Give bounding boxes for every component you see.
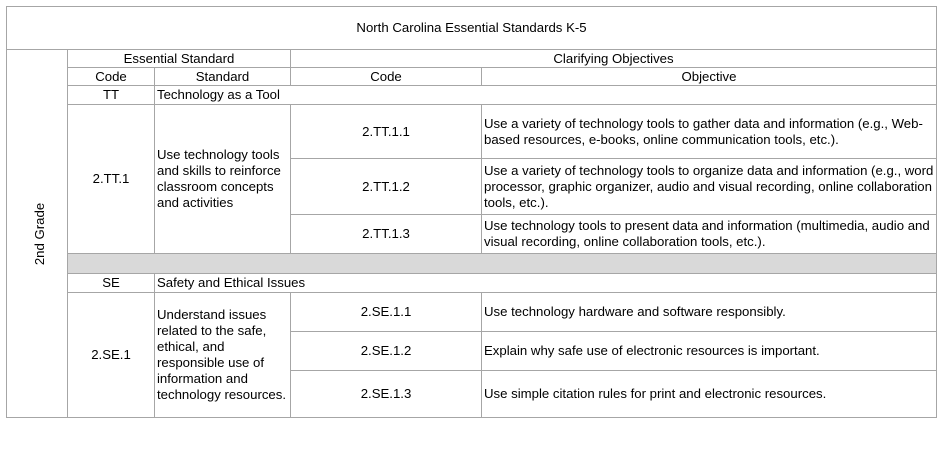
section-name-tt: Technology as a Tool xyxy=(155,86,937,105)
objective-text: Use a variety of technology tools to organize data and information (e.g., word processor, graphic organizer, audio and visual recording, online collaboration tools, etc.). xyxy=(482,159,937,215)
objective-text: Use simple citation rules for print and electronic resources. xyxy=(482,371,937,418)
objective-text: Use technology hardware and software responsibly. xyxy=(482,293,937,332)
section-separator xyxy=(68,254,937,274)
objective-text: Use technology tools to present data and information (multimedia, audio and visual recording, online collaboration tools, etc.). xyxy=(482,215,937,254)
grade-label: 2nd Grade xyxy=(32,202,48,265)
objective-code: 2.TT.1.1 xyxy=(291,105,482,159)
section-code-tt: TT xyxy=(68,86,155,105)
objective-code: 2.SE.1.3 xyxy=(291,371,482,418)
objective-code: 2.SE.1.1 xyxy=(291,293,482,332)
table-row xyxy=(7,293,937,332)
standards-document xyxy=(6,6,936,418)
standard-header: Standard xyxy=(155,68,291,86)
essential-standard-header: Essential Standard xyxy=(68,50,291,68)
objective-header: Objective xyxy=(482,68,937,86)
standard-text-se: Understand issues related to the safe, ethical, and responsible use of information and technology resources. xyxy=(155,293,291,418)
grade-label-cell xyxy=(7,50,68,418)
standard-code-se: 2.SE.1 xyxy=(68,293,155,418)
section-name-se: Safety and Ethical Issues xyxy=(155,274,937,293)
objective-text: Use a variety of technology tools to gather data and information (e.g., Web-based resources, e-books, online communication tools, etc.). xyxy=(482,105,937,159)
objective-code: 2.SE.1.2 xyxy=(291,332,482,371)
standard-text-tt: Use technology tools and skills to reinforce classroom concepts and activities xyxy=(155,105,291,254)
section-code-se: SE xyxy=(68,274,155,293)
table-row xyxy=(7,105,937,159)
objective-text: Explain why safe use of electronic resources is important. xyxy=(482,332,937,371)
objective-code: 2.TT.1.3 xyxy=(291,215,482,254)
standard-code-tt: 2.TT.1 xyxy=(68,105,155,254)
page-title: North Carolina Essential Standards K-5 xyxy=(7,7,937,50)
objective-code-header: Code xyxy=(291,68,482,86)
clarifying-objectives-header: Clarifying Objectives xyxy=(291,50,937,68)
standards-table xyxy=(6,6,937,418)
code-header: Code xyxy=(68,68,155,86)
objective-code: 2.TT.1.2 xyxy=(291,159,482,215)
